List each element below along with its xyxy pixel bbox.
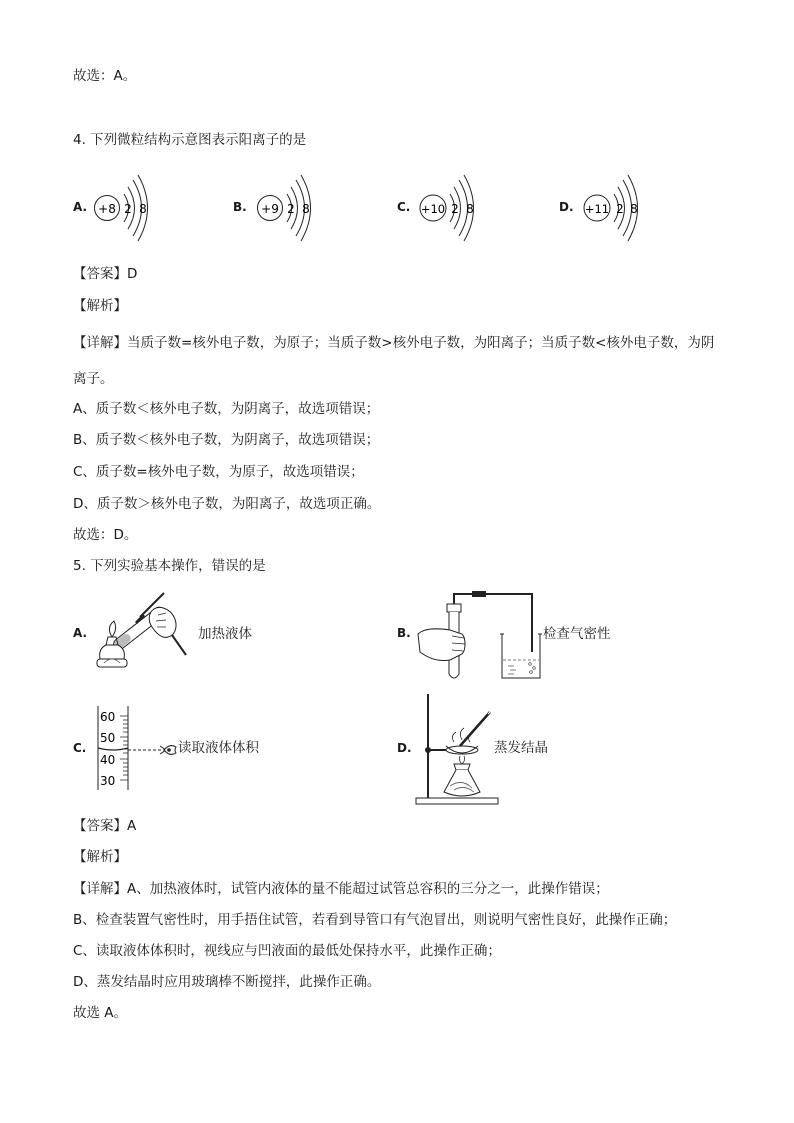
q4-analysis-heading: 【解析】 [73,298,127,314]
q5-option-a-label: A. [73,626,88,640]
q4-option-a-label: A. [73,200,88,214]
airtightness-check-illustration [414,590,544,682]
q4-d-shell2: 8 [630,202,638,216]
q4-point-c: C、质子数=核外电子数，为原子，故选项错误； [73,464,364,480]
q4-c-shell2: 8 [466,202,474,216]
q4-b-shell1: 2 [287,202,295,216]
q5-analysis-heading: 【解析】 [73,849,127,865]
q4-a-shell1: 2 [124,202,132,216]
q4-option-d-label: D. [559,200,574,214]
q5-conclusion: 故选 A。 [73,1005,128,1021]
q4-option-a-diagram [93,174,153,242]
previous-conclusion: 故选：A。 [73,68,137,84]
q4-d-shell1: 2 [616,202,624,216]
q5-option-c-caption: 读取液体体积 [178,740,259,756]
q5-option-b-label: B. [397,626,411,640]
q5-point-b: B、检查装置气密性时，用手捂住试管，若看到导管口有气泡冒出，则说明气密性良好，此操作正确； [73,912,677,928]
q4-point-d: D、质子数＞核外电子数，为阳离子，故选项正确。 [73,496,381,512]
q5-point-d: D、蒸发结晶时应用玻璃棒不断搅拌，此操作正确。 [73,974,381,990]
cylinder-tick-40: 40 [100,753,116,767]
heating-liquid-illustration [92,587,202,679]
q4-point-b: B、质子数＜核外电子数，为阴离子，故选项错误； [73,432,380,448]
q4-b-shell2: 8 [302,202,310,216]
q4-d-nucleus: +11 [584,202,610,216]
q4-detail-line1: 【详解】当质子数=核外电子数，为原子；当质子数>核外电子数，为阳离子；当质子数<核外电子数，为阴 [73,335,715,351]
q5-answer: 【答案】A [73,818,137,834]
q4-conclusion: 故选：D。 [73,527,138,543]
q4-detail-line2: 离子。 [73,371,114,387]
q4-c-nucleus: +10 [420,202,446,216]
measuring-cylinder-illustration [94,706,184,792]
q5-option-d-caption: 蒸发结晶 [494,740,548,756]
q5-option-c-label: C. [73,741,87,755]
q4-point-a: A、质子数＜核外电子数，为阴离子，故选项错误； [73,401,380,417]
q5-option-d-label: D. [397,741,412,755]
q4-option-b-label: B. [233,200,247,214]
q4-b-nucleus: +9 [261,202,279,216]
evaporation-illustration [414,694,504,806]
q5-option-b-caption: 检查气密性 [543,626,611,642]
q4-option-b-diagram [256,174,316,242]
q5-option-a-caption: 加热液体 [198,626,252,642]
q4-a-shell2: 8 [139,202,147,216]
q5-point-a: 【详解】A、加热液体时，试管内液体的量不能超过试管总容积的三分之一，此操作错误； [73,881,609,897]
question-5-stem: 5. 下列实验基本操作，错误的是 [73,558,266,574]
cylinder-tick-30: 30 [100,774,116,788]
q4-option-c-diagram [419,174,479,242]
q5-point-c: C、读取液体体积时，视线应与凹液面的最低处保持水平，此操作正确； [73,943,501,959]
q4-a-nucleus: +8 [98,202,116,216]
cylinder-tick-50: 50 [100,731,116,745]
q4-answer: 【答案】D [73,266,138,282]
cylinder-tick-60: 60 [100,710,116,724]
q4-option-c-label: C. [397,200,411,214]
q4-option-d-diagram [583,174,643,242]
q4-c-shell1: 2 [451,202,459,216]
question-4-stem: 4. 下列微粒结构示意图表示阳离子的是 [73,132,307,148]
